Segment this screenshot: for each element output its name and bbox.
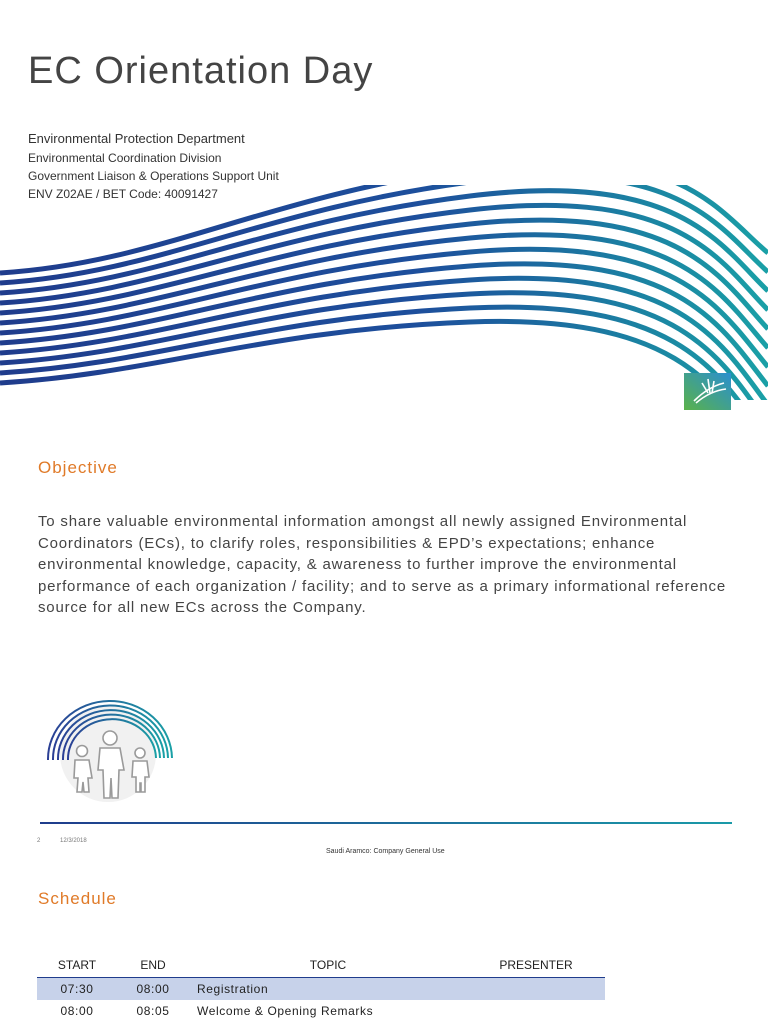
- cell-start: 07:30: [37, 978, 117, 1001]
- unit-name: Government Liaison & Operations Support Unit: [28, 169, 279, 183]
- table-header-row: [37, 953, 605, 978]
- table-row: [37, 978, 605, 1001]
- column-header-end: END: [117, 953, 189, 978]
- bet-code: ENV Z02AE / BET Code: 40091427: [28, 187, 218, 201]
- classification-label: Saudi Aramco: Company General Use: [326, 848, 445, 855]
- column-header-start: START: [37, 953, 117, 978]
- people-group-icon: [42, 698, 174, 802]
- objective-heading: Objective: [38, 458, 118, 477]
- wave-line: [0, 307, 768, 400]
- decorative-wave-lines: [0, 185, 768, 400]
- division-name: Environmental Coordination Division: [28, 151, 222, 165]
- wave-line: [0, 191, 768, 293]
- objective-text: To share valuable environmental information amongst all newly assigned Environmental Coordinators (ECs), to clarify roles, responsibilities & EPD’s expectations; enhance environmental knowledge, capacity, & awareness to further improve the environmental performance of each organization / facility; and to serve as a primary informational reference source for all new ECs across the Company.: [38, 513, 727, 616]
- column-header-topic: TOPIC: [189, 953, 467, 978]
- footer-date: 12/3/2018: [60, 838, 87, 844]
- footer-divider: [40, 822, 732, 824]
- cell-presenter: [467, 1000, 605, 1022]
- page-number: 2: [37, 838, 41, 844]
- cell-start: 08:00: [60, 1004, 94, 1018]
- schedule-heading: Schedule: [38, 889, 117, 908]
- column-header-presenter: PRESENTER: [467, 953, 605, 978]
- cell-presenter: [467, 978, 605, 1001]
- saudi-aramco-logo-icon: [684, 373, 731, 410]
- cell-end: 08:00: [117, 978, 189, 1001]
- schedule-table: [37, 953, 605, 1022]
- page-title: EC Orientation Day: [28, 50, 374, 92]
- cell-topic: Welcome & Opening Remarks: [197, 1004, 374, 1018]
- cell-topic: Registration: [189, 978, 467, 1001]
- table-row: [37, 1000, 605, 1022]
- cell-end: 08:05: [136, 1004, 170, 1018]
- department-name: Environmental Protection Department: [28, 131, 245, 146]
